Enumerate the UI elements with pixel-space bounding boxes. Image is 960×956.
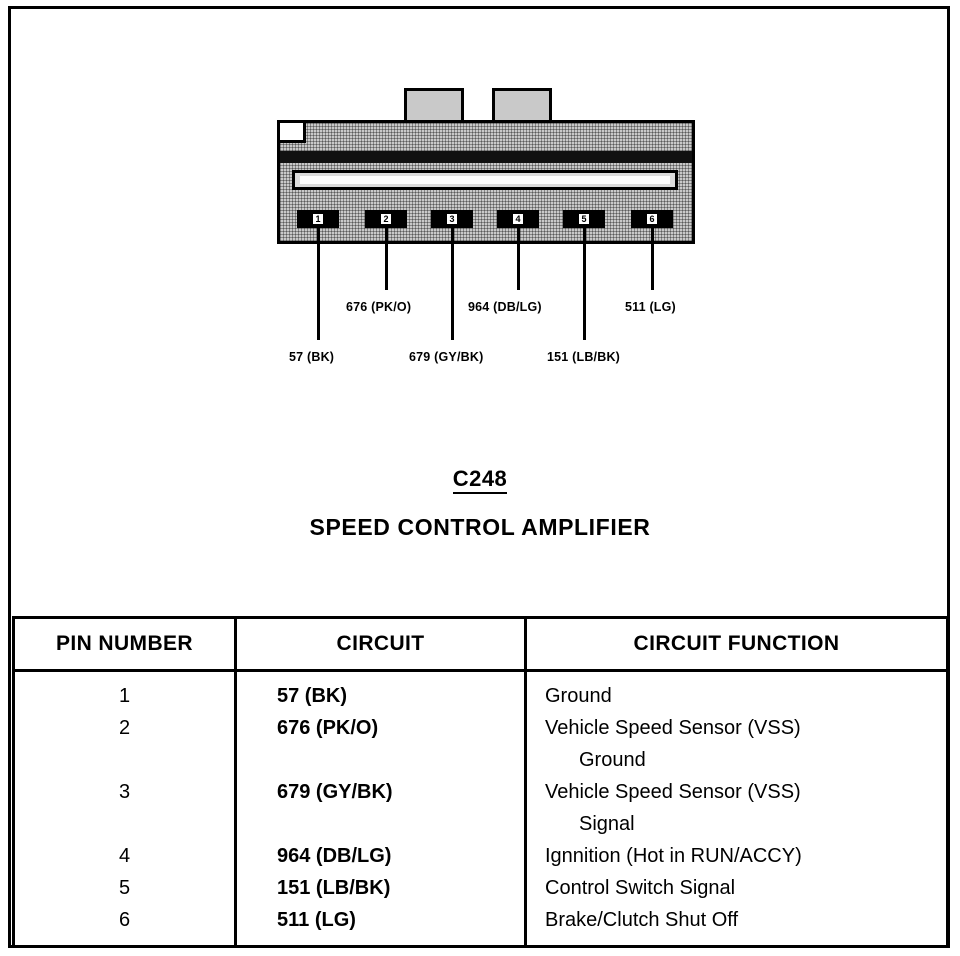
function-1: Ground: [545, 685, 612, 707]
function-6: Brake/Clutch Shut Off: [545, 909, 739, 931]
leader-line-6: [651, 228, 654, 290]
pin-number-2: 2: [118, 717, 131, 739]
leader-line-2: [385, 228, 388, 290]
function-3: Vehicle Speed Sensor (VSS): [545, 781, 801, 803]
wire-label-4: 964 (DB/LG): [468, 300, 542, 314]
pin-number-4: 4: [118, 845, 131, 867]
pin-cavity-label-2: 2: [380, 213, 391, 225]
function-2-cont: Ground: [579, 749, 646, 771]
function-3-cont: Signal: [579, 813, 635, 835]
leader-line-1: [317, 228, 320, 340]
wire-label-5: 151 (LB/BK): [547, 350, 621, 364]
cell-pin-numbers: [14, 671, 236, 947]
leader-line-4: [517, 228, 520, 290]
cell-circuit-functions: [526, 671, 948, 947]
connector-notch: [280, 123, 306, 143]
circuit-5: 151 (LB/BK): [277, 877, 391, 899]
pin-number-5: 5: [118, 877, 131, 899]
circuit-2-cont: [237, 744, 524, 776]
pin-assignment-table: [12, 616, 949, 946]
connector-terminal-slot-inner: [300, 176, 670, 184]
pin-cavity-label-4: 4: [512, 213, 523, 225]
component-title: SPEED CONTROL AMPLIFIER: [309, 514, 651, 540]
pin-cavity-5: [563, 210, 605, 228]
pin-number-1: 1: [118, 685, 131, 707]
wire-label-3: 679 (GY/BK): [409, 350, 484, 364]
cell-circuits: [236, 671, 526, 947]
circuit-2: 676 (PK/O): [277, 717, 379, 739]
function-4: Ignnition (Hot in RUN/ACCY): [545, 845, 802, 867]
column-header-pin-number: PIN NUMBER: [14, 618, 236, 671]
leader-line-5: [583, 228, 586, 340]
table-header-row: [14, 618, 948, 671]
wire-label-1: 57 (BK): [289, 350, 335, 364]
connector-id-text: C248: [453, 466, 508, 494]
function-5: Control Switch Signal: [545, 877, 736, 899]
circuit-3: 679 (GY/BK): [277, 781, 393, 803]
circuit-1: 57 (BK): [277, 685, 348, 707]
connector-tab-left: [404, 88, 464, 124]
circuit-3-cont: [237, 808, 524, 840]
circuit-6: 511 (LG): [277, 909, 356, 931]
pin-cavity-label-3: 3: [446, 213, 457, 225]
pin-cavity-label-5: 5: [578, 213, 589, 225]
pin-cavity-1: [297, 210, 339, 228]
connector-id: [0, 466, 960, 492]
table-body-row: [14, 671, 948, 947]
pin-cavity-label-6: 6: [646, 213, 657, 225]
pin-cavity-6: [631, 210, 673, 228]
wire-label-2: 676 (PK/O): [346, 300, 412, 314]
pin-number-6: 6: [118, 909, 131, 931]
pin-cavity-label-1: 1: [312, 213, 323, 225]
pin-number-2-cont: [15, 744, 234, 776]
connector-tab-right: [492, 88, 552, 124]
pin-cavity-4: [497, 210, 539, 228]
wire-label-6: 511 (LG): [625, 300, 676, 314]
pin-number-3-cont: [15, 808, 234, 840]
column-header-circuit-function: CIRCUIT FUNCTION: [526, 618, 948, 671]
pin-cavity-3: [431, 210, 473, 228]
connector-top-band: [280, 151, 692, 163]
circuit-4: 964 (DB/LG): [277, 845, 392, 867]
pin-number-3: 3: [118, 781, 131, 803]
pin-cavity-2: [365, 210, 407, 228]
function-2: Vehicle Speed Sensor (VSS): [545, 717, 801, 739]
column-header-circuit: CIRCUIT: [236, 618, 526, 671]
leader-line-3: [451, 228, 454, 340]
